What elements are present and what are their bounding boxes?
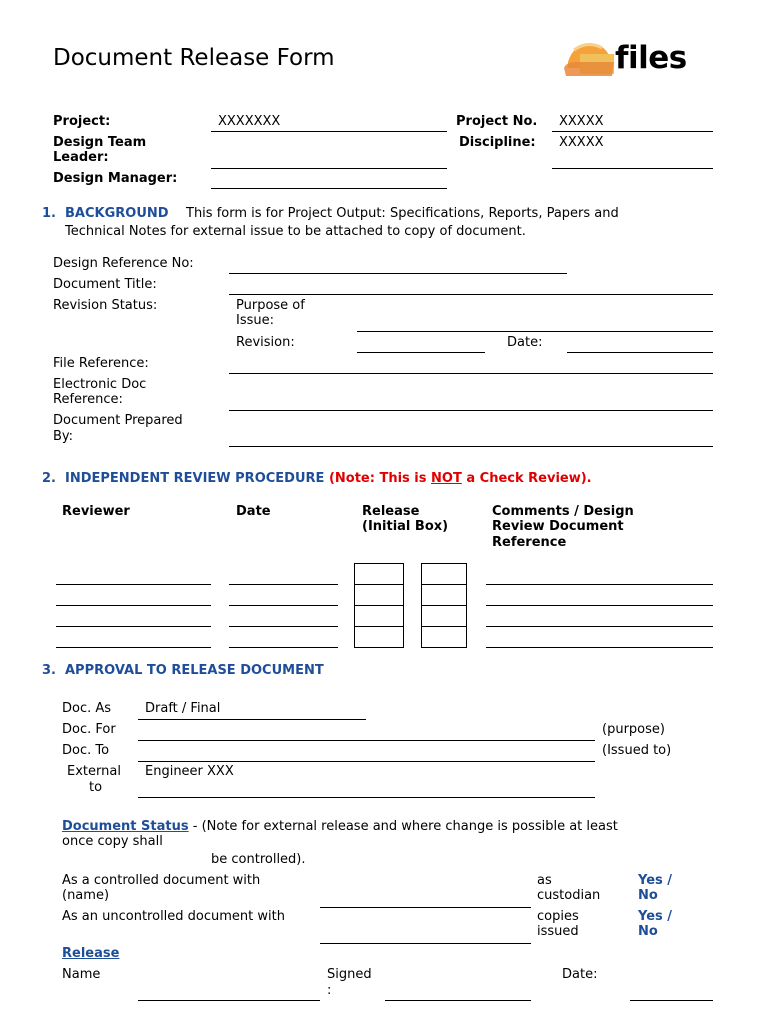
uncontrolled-label: As an uncontrolled document with [62,909,285,924]
electronic-doc-label-2: Reference: [53,392,123,407]
revision-status-label: Revision Status: [53,298,158,313]
reviewer-line[interactable] [56,626,211,627]
reviewer-line[interactable] [56,647,211,648]
project-label: Project: [53,114,111,129]
initial-box[interactable] [354,626,404,648]
design-team-leader-label-1: Design Team [53,135,147,150]
initial-box[interactable] [421,584,467,606]
comments-line[interactable] [486,584,713,585]
project-no-value[interactable]: XXXXX [559,114,604,129]
doc-as-value[interactable]: Draft / Final [145,701,221,716]
initial-box[interactable] [421,563,467,585]
as-label: as [537,873,552,888]
doc-for-line[interactable] [138,740,595,741]
design-team-leader-label-2: Leader: [53,150,109,165]
controlled-name-line[interactable] [320,907,531,908]
prepared-by-label-2: By: [53,429,74,444]
doc-status-text-1: - (Note for external release and where change is possible at least [188,819,618,834]
external-label-2: to [89,780,103,795]
prepared-by-label-1: Document Prepared [53,413,183,428]
controlled-label-1: As a controlled document with [62,873,261,888]
initial-box[interactable] [354,563,404,585]
release-date-label: Date: [562,967,598,982]
reviewer-line[interactable] [56,605,211,606]
doc-to-label: Doc. To [62,743,110,758]
section-2-heading-line [65,471,592,487]
reviewer-line[interactable] [56,584,211,585]
purpose-label-1: Purpose of [236,298,305,313]
controlled-yes-option[interactable]: Yes / [638,873,673,888]
page-title: Document Release Form [53,45,335,71]
external-label-1: External [67,764,121,779]
name-line[interactable] [138,1000,320,1001]
section-2-note-not: NOT [431,471,462,486]
section-1-text-1: This form is for Project Output: Specifications, Reports, Papers and [186,206,619,221]
section-1-heading: BACKGROUND [65,206,169,221]
signed-line[interactable] [385,1000,531,1001]
section-3-heading: APPROVAL TO RELEASE DOCUMENT [65,663,324,678]
doc-as-label: Doc. As [62,701,112,716]
doc-status-text-3: be controlled). [211,852,306,867]
files-logo [562,40,702,80]
col-release-2: (Initial Box) [362,519,449,534]
uncontrolled-no-option[interactable]: No [638,924,658,939]
doc-status-line-1 [62,819,618,835]
logo-icon [562,40,618,80]
section-2-note-post: a Check Review). [461,471,592,486]
section-2-note-pre: (Note: This is [328,471,432,486]
electronic-doc-line[interactable] [229,410,713,411]
section-2-number: 2. [42,471,56,486]
design-reference-label: Design Reference No: [53,256,194,271]
comments-line[interactable] [486,647,713,648]
document-title-label: Document Title: [53,277,157,292]
review-date-line[interactable] [229,647,338,648]
issued-label: issued [537,924,579,939]
custodian-label: custodian [537,888,601,903]
review-date-line[interactable] [229,626,338,627]
section-1-number: 1. [42,206,56,221]
initial-box[interactable] [354,605,404,627]
col-comments-3: Reference [492,535,567,550]
release-date-line[interactable] [630,1000,713,1001]
signed-label-1: Signed [327,967,372,982]
revision-line[interactable] [357,352,485,353]
design-manager-line[interactable] [211,188,447,189]
section-2-heading: INDEPENDENT REVIEW PROCEDURE [65,471,325,486]
purpose-line[interactable] [357,331,713,332]
doc-status-text-2: once copy shall [62,834,163,849]
comments-line[interactable] [486,605,713,606]
controlled-no-option[interactable]: No [638,888,658,903]
signed-label-2: : [327,983,332,998]
release-link[interactable]: Release [62,946,120,961]
project-line [211,131,447,132]
file-reference-line[interactable] [229,373,713,374]
doc-for-label: Doc. For [62,722,116,737]
external-line [138,797,595,798]
document-status-link[interactable]: Document Status [62,819,189,834]
discipline-line [552,168,713,169]
discipline-value[interactable]: XXXXX [559,135,604,150]
doc-to-suffix: (Issued to) [602,743,672,758]
date-label: Date: [507,335,543,350]
copies-label: copies [537,909,579,924]
prepared-by-line[interactable] [229,446,713,447]
col-comments-1: Comments / Design [492,504,634,519]
uncontrolled-yes-option[interactable]: Yes / [638,909,673,924]
purpose-label-2: Issue: [236,313,274,328]
external-value[interactable]: Engineer XXX [145,764,234,779]
doc-for-suffix: (purpose) [602,722,665,737]
section-3-number: 3. [42,663,56,678]
controlled-label-2: (name) [62,888,110,903]
file-reference-label: File Reference: [53,356,149,371]
discipline-label: Discipline: [459,135,536,150]
name-label: Name [62,967,101,982]
document-title-line[interactable] [229,294,713,295]
col-reviewer: Reviewer [62,504,130,519]
col-date: Date [236,504,271,519]
design-manager-label: Design Manager: [53,171,178,186]
project-no-line [552,131,713,132]
comments-line[interactable] [486,626,713,627]
review-date-line[interactable] [229,605,338,606]
initial-box[interactable] [421,626,467,648]
uncontrolled-line[interactable] [320,943,531,944]
date-line[interactable] [567,352,713,353]
doc-to-line[interactable] [138,761,595,762]
section-1-text-2: Technical Notes for external issue to be attached to copy of document. [65,224,526,239]
revision-label: Revision: [236,335,295,350]
col-comments-2: Review Document [492,519,624,534]
review-date-line[interactable] [229,584,338,585]
design-team-leader-line[interactable] [211,168,447,169]
initial-box[interactable] [421,605,467,627]
initial-box[interactable] [354,584,404,606]
design-reference-line[interactable] [229,273,567,274]
project-value[interactable]: XXXXXXX [218,114,281,129]
col-release-1: Release [362,504,420,519]
project-no-label: Project No. [456,114,538,129]
doc-as-line [138,719,366,720]
electronic-doc-label-1: Electronic Doc [53,377,147,392]
logo-text: files [615,40,687,76]
